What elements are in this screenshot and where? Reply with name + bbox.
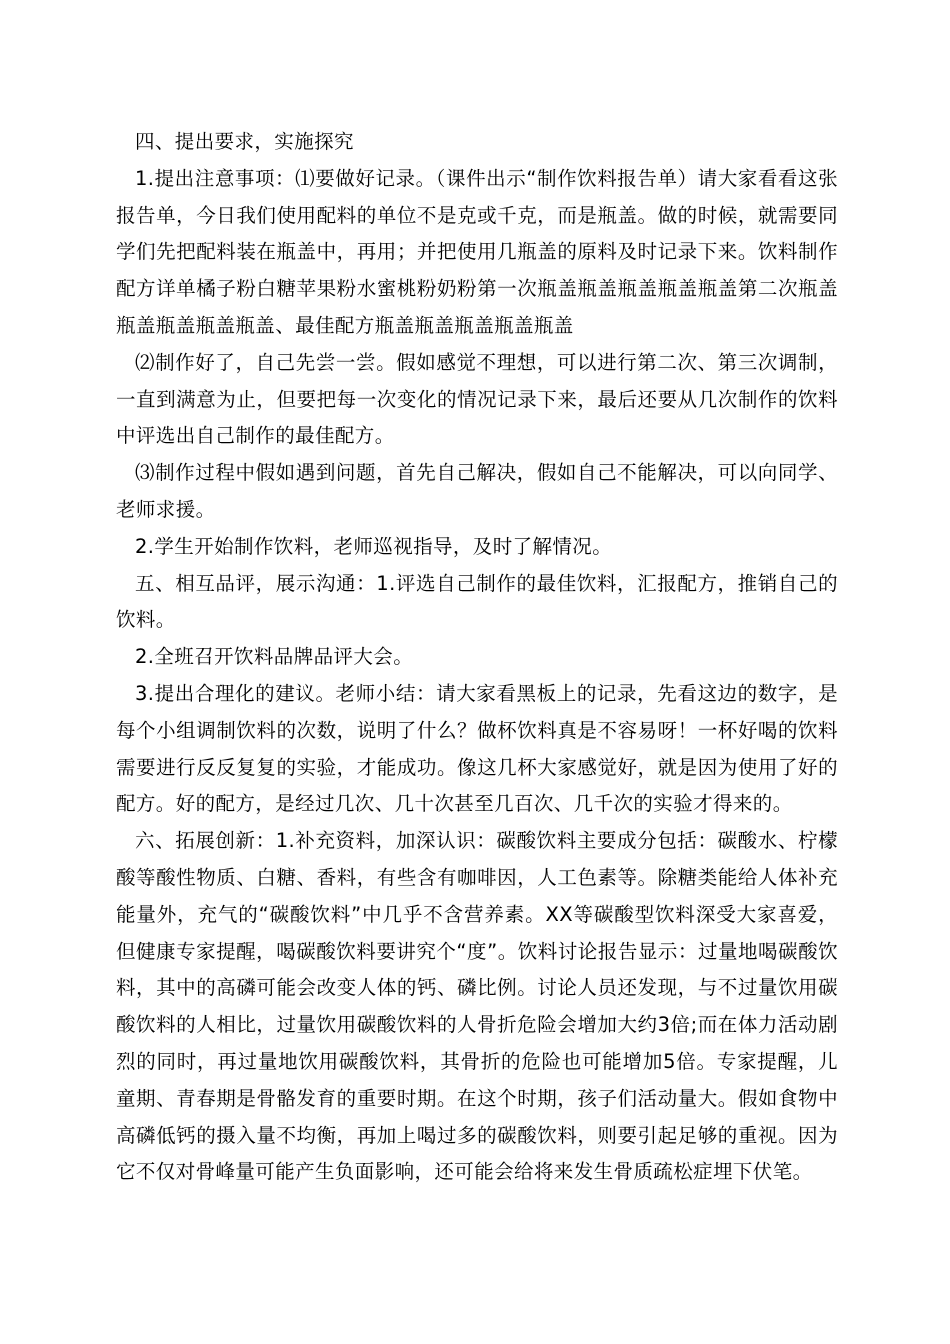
paragraph-summary: 3.提出合理化的建议。老师小结：请大家看黑板上的记录，先看这边的数字，是每个小组调制饮料的次数，说明了什么？做杯饮料真是不容易呀！一杯好喝的饮料需要进行反反复复的实验，才能成功。像这几杯大家感觉好，就是因为使用了好的配方。好的配方，是经过几次、几十次甚至几百次、几千次的实验才得来的。: [116, 681, 838, 816]
document-body: [116, 124, 838, 1191]
paragraph-step-2: 2.学生开始制作饮料，老师巡视指导，及时了解情况。: [135, 534, 613, 558]
section-heading-6: 六、拓展创新：1.补充资料，加深认识：碳酸饮料主要成分包括：碳酸水、柠檬酸等酸性物质、白糖、香料，有些含有咖啡因，人工色素等。除糖类能给人体补充能量外，充气的“碳酸饮料”中几乎不含营养素。XX等碳酸型饮料深受大家喜爱，但健康专家提醒，喝碳酸饮料要讲究个“度”。饮料讨论报告显示：过量地喝碳酸饮料，其中的高磷可能会改变人体的钙、磷比例。讨论人员还发现，与不过量饮用碳酸饮料的人相比，过量饮用碳酸饮料的人骨折危险会增加大约3倍;而在体力活动剧烈的同时，再过量地饮用碳酸饮料，其骨折的危险也可能增加5倍。专家提醒，儿童期、青春期是骨骼发育的重要时期。在这个时期，孩子们活动量大。假如食物中高磷低钙的摄入量不均衡，再加上喝过多的碳酸饮料，则要引起足够的重视。因为它不仅对骨峰量可能产生负面影响，还可能会给将来发生骨质疏松症埋下伏笔。: [116, 829, 838, 1184]
paragraph-notes-1: 1.提出注意事项：⑴要做好记录。（课件出示“制作饮料报告单）请大家看看这张报告单，今日我们使用配料的单位不是克或千克，而是瓶盖。做的时候，就需要同学们先把配料装在瓶盖中，再用；并把使用几瓶盖的原料及时记录下来。饮料制作配方详单橘子粉白糖苹果粉水蜜桃粉奶粉第一次瓶盖瓶盖瓶盖瓶盖瓶盖第二次瓶盖瓶盖瓶盖瓶盖瓶盖、最佳配方瓶盖瓶盖瓶盖瓶盖瓶盖: [116, 166, 838, 337]
section-heading-4: 四、提出要求，实施探究: [135, 130, 354, 153]
paragraph-notes-3: ⑶制作过程中假如遇到问题，首先自己解决，假如自己不能解决，可以向同学、老师求援。: [116, 461, 838, 521]
paragraph-notes-2: ⑵制作好了，自己先尝一尝。假如感觉不理想，可以进行第二次、第三次调制，一直到满意为止，但要把每一次变化的情况记录下来，最后还要从几次制作的饮料中评选出自己制作的最佳配方。: [116, 350, 838, 448]
section-heading-5: 五、相互品评，展示沟通：1.评选自己制作的最佳饮料，汇报配方，推销自己的饮料。: [116, 571, 838, 632]
paragraph-brand-review: 2.全班召开饮料品牌品评大会。: [135, 645, 414, 669]
